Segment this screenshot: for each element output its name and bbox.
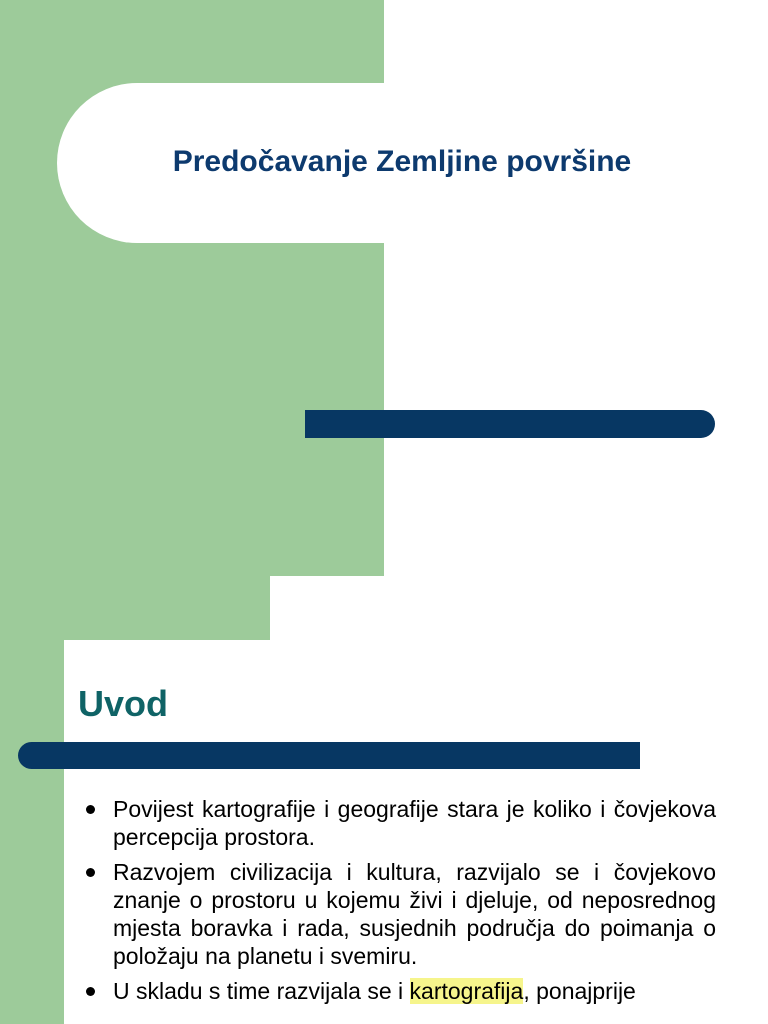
bullet-text: U skladu s time razvijala se i [113, 978, 410, 1004]
bullet-list [84, 795, 716, 1012]
green-top-panel [0, 576, 270, 640]
highlighted-term: kartografija [409, 978, 524, 1004]
heading-accent-bar [18, 742, 640, 769]
title-accent-bar [305, 410, 715, 438]
bullet-item [84, 977, 716, 1005]
bullet-item: Povijest kartografije i geografije stara je koliko i čovjekova percepcija prostora. [84, 795, 716, 851]
green-left-strip [0, 640, 64, 1024]
section-heading: Uvod [78, 683, 168, 724]
slide-title: Predočavanje Zemljine površine [172, 145, 632, 178]
bullet-text: , ponajprije [523, 978, 636, 1004]
bullet-item: Razvojem civilizacija i kultura, razvijalo se i čovjekovo znanje o prostoru u kojemu živi i djeluje, od neposrednog mjesta boravka i rada, susjednih područja do poimanja o položaju na planetu i svemiru. [84, 858, 716, 970]
content-slide [0, 576, 768, 1024]
